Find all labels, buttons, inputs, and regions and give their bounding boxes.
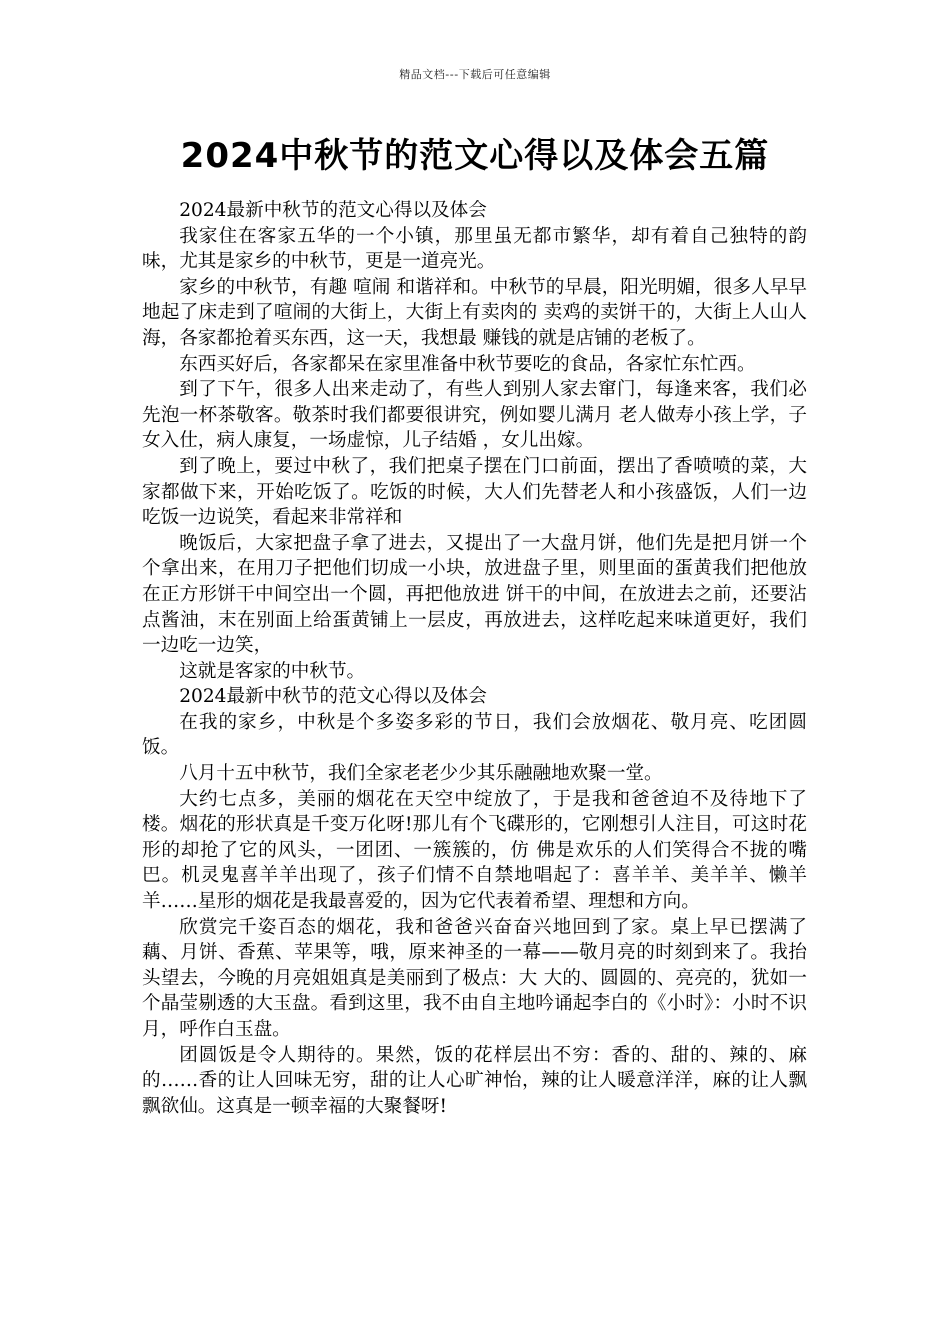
paragraph: 到了晚上，要过中秋了，我们把桌子摆在门口前面，摆出了香喷喷的菜，大家都做下来，开始吃饭了。吃饭的时候，大人们先替老人和小孩盛饭，人们一边吃饭一边说笑，看起来非常祥和 — [142, 455, 807, 529]
document-body — [142, 198, 807, 1119]
paragraph: 欣赏完千姿百态的烟花，我和爸爸兴奋奋兴地回到了家。桌上早已摆满了藕、月饼、香蕉、苹果等，哦，原来神圣的一幕——敬月亮的时刻到来了。我抬头望去，今晚的月亮姐姐真是美丽到了极点：大 大的、圆圆的、亮亮的，犹如一个晶莹剔透的大玉盘。看到这里，我不由自主地吟诵起李白的《小时》：小时不识月，呼作白玉盘。 — [142, 916, 807, 1040]
paragraph: 东西买好后，各家都呆在家里准备中秋节要吃的食品，各家忙东忙西。 — [179, 353, 756, 375]
paragraph: 团圆饭是令人期待的。果然，饭的花样层出不穷：香的、甜的、辣的、麻的……香的让人回味无穷，甜的让人心旷神怡，辣的让人暖意洋洋，麻的让人飘飘欲仙。这真是一顿幸福的大聚餐呀! — [142, 1044, 807, 1117]
paragraph: 八月十五中秋节，我们全家老老少少其乐融融地欢聚一堂。 — [179, 763, 663, 785]
page-title: 2024中秋节的范文心得以及体会五篇 — [180, 136, 770, 176]
paragraph: 这就是客家的中秋节。 — [179, 660, 366, 682]
paragraph: 家乡的中秋节，有趣 喧闹 和谐祥和。中秋节的早晨，阳光明媚，很多人早早地起了床走到了喧闹的大街上，大街上有卖肉的 卖鸡的卖饼干的，大街上人山人海，各家都抢着买东西，这一天，我想最 赚钱的就是店铺的老板了。 — [142, 276, 807, 349]
paragraph: 2024最新中秋节的范文心得以及体会 — [179, 686, 487, 708]
header-note: 精品文档---下载后可任意编辑 — [399, 68, 551, 81]
paragraph: 我家住在客家五华的一个小镇，那里虽无都市繁华，却有着自己独特的韵味，尤其是家乡的中秋节，更是一道亮光。 — [142, 225, 807, 273]
paragraph: 到了下午，很多人出来走动了，有些人到别人家去窜门，每逢来客，我们必先泡一杯茶敬客。敬茶时我们都要很讲究，例如婴儿满月 老人做寿小孩上学，子女入仕，病人康复，一场虚惊，儿子结婚 ，女儿出嫁。 — [142, 379, 807, 452]
paragraph: 2024最新中秋节的范文心得以及体会 — [179, 200, 487, 221]
paragraph: 在我的家乡，中秋是个多姿多彩的节日，我们会放烟花、敬月亮、吃团圆饭。 — [142, 711, 807, 759]
paragraph: 大约七点多，美丽的烟花在天空中绽放了，于是我和爸爸迫不及待地下了楼。烟花的形状真是千变万化呀!那儿有个飞碟形的，它刚想引人注目，可这时花形的却抢了它的风头，一团团、一簇簇的，仿 佛是欢乐的人们笑得合不拢的嘴巴。机灵鬼喜羊羊出现了，孩子们情不自禁地唱起了：喜羊羊、美羊羊、懒羊羊……星形的烟花是我最喜爱的，因为它代表着希望、理想和方向。 — [142, 788, 807, 913]
paragraph: 晚饭后，大家把盘子拿了进去，又提出了一大盘月饼，他们先是把月饼一个个拿出来，在用刀子把他们切成一小块，放进盘子里，则里面的蛋黄我们把他放在正方形饼干中间空出一个圆，再把他放进 饼干的中间，在放进去之前，还要沾点酱油，末在别面上给蛋黄铺上一层皮，再放进去，这样吃起来味道更好，我们一边吃一边笑， — [142, 532, 807, 657]
